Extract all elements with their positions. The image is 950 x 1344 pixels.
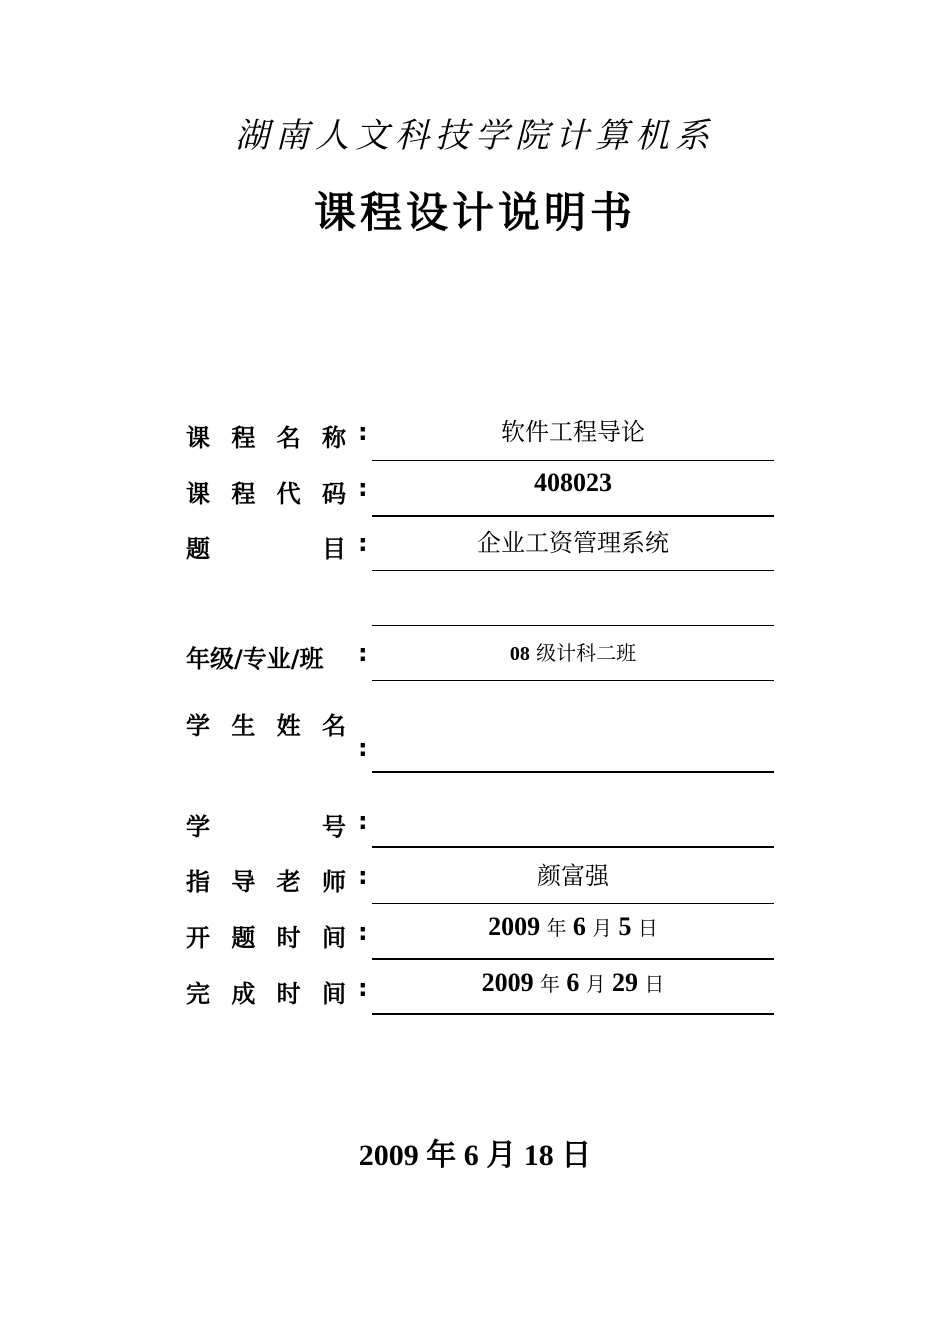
field-colon: : [358,862,368,890]
date-year-unit: 年 [533,972,567,996]
label-char: 完 [186,980,210,1008]
label-char: 间 [321,980,346,1008]
date-day-unit: 日 [638,972,665,996]
label-char: 课 [186,480,210,508]
topic-value: 企业工资管理系统 [477,529,669,557]
label-char: 题 [231,924,256,952]
label-char: 学 [186,813,210,841]
course-name-value: 软件工程导论 [501,418,645,446]
label-char: 名 [276,424,301,452]
field-colon: : [358,734,368,762]
label-char: 学 [186,712,210,740]
class-value-text: 级计科二班 [529,641,637,665]
date-year: 2009 [481,968,534,997]
label-char: 指 [186,868,210,896]
label-char: 导 [231,868,256,896]
date-year: 2009 [488,912,541,941]
field-label [186,474,346,509]
underline [372,958,774,960]
label-char: 码 [321,480,346,508]
field-colon: : [358,807,368,835]
field-colon: : [358,474,368,502]
label-char: 生 [231,712,256,740]
label-char: 代 [276,480,301,508]
date-month-unit: 月 [585,916,619,940]
date-day: 29 [612,968,639,997]
label-char: 成 [231,980,256,1008]
field-label [186,862,346,897]
underline [372,1013,774,1015]
label-char: 时 [276,980,301,1008]
underline [372,903,774,904]
underline [372,771,774,773]
field-colon: : [358,418,368,446]
label-char: 称 [321,424,346,452]
label-char: 时 [276,924,301,952]
underline [372,846,774,848]
label-char: 姓 [276,712,301,740]
class-value-number: 08 [509,643,530,665]
field-colon: : [358,639,368,667]
field-label [186,529,346,564]
label-char: 程 [231,480,256,508]
field-colon: : [358,974,368,1002]
date-year-unit: 年 [540,916,573,940]
label-char: 间 [321,924,346,952]
date-month: 6 [572,912,586,941]
start-date-value [372,912,774,942]
field-label [186,706,346,741]
label-char: 开 [186,924,210,952]
end-date-value [372,968,774,998]
date-day-unit: 日 [631,916,658,940]
label-char: 课 [186,424,210,452]
field-colon: : [358,918,368,946]
institution-title: 湖南人文科技学院计算机系 [235,116,715,156]
underline [372,625,774,626]
course-code-value: 408023 [534,468,612,497]
date-month-unit: 月 [579,972,613,996]
field-label [186,807,346,842]
field-label [186,918,346,953]
document-title: 课程设计说明书 [313,188,636,237]
advisor-value: 颜富强 [537,862,609,890]
class-value [372,637,774,666]
underline [372,460,774,461]
label-char: 程 [231,424,256,452]
label-char: 号 [322,813,346,841]
date-day: 5 [618,912,632,941]
field-label [186,418,346,453]
label-char: 题 [186,535,210,563]
document-date: 2009 年 6 月 18 日 [358,1139,592,1172]
field-colon: : [358,529,368,557]
label-char: 师 [321,868,346,896]
underline [372,515,774,517]
date-month: 6 [566,968,580,997]
label-char: 目 [322,535,346,563]
label-char: 名 [321,712,346,740]
label-char: 老 [276,868,301,896]
field-label [186,974,346,1009]
underline [372,570,774,571]
underline [372,680,774,681]
field-label: 年级/专业/班 [186,645,324,673]
